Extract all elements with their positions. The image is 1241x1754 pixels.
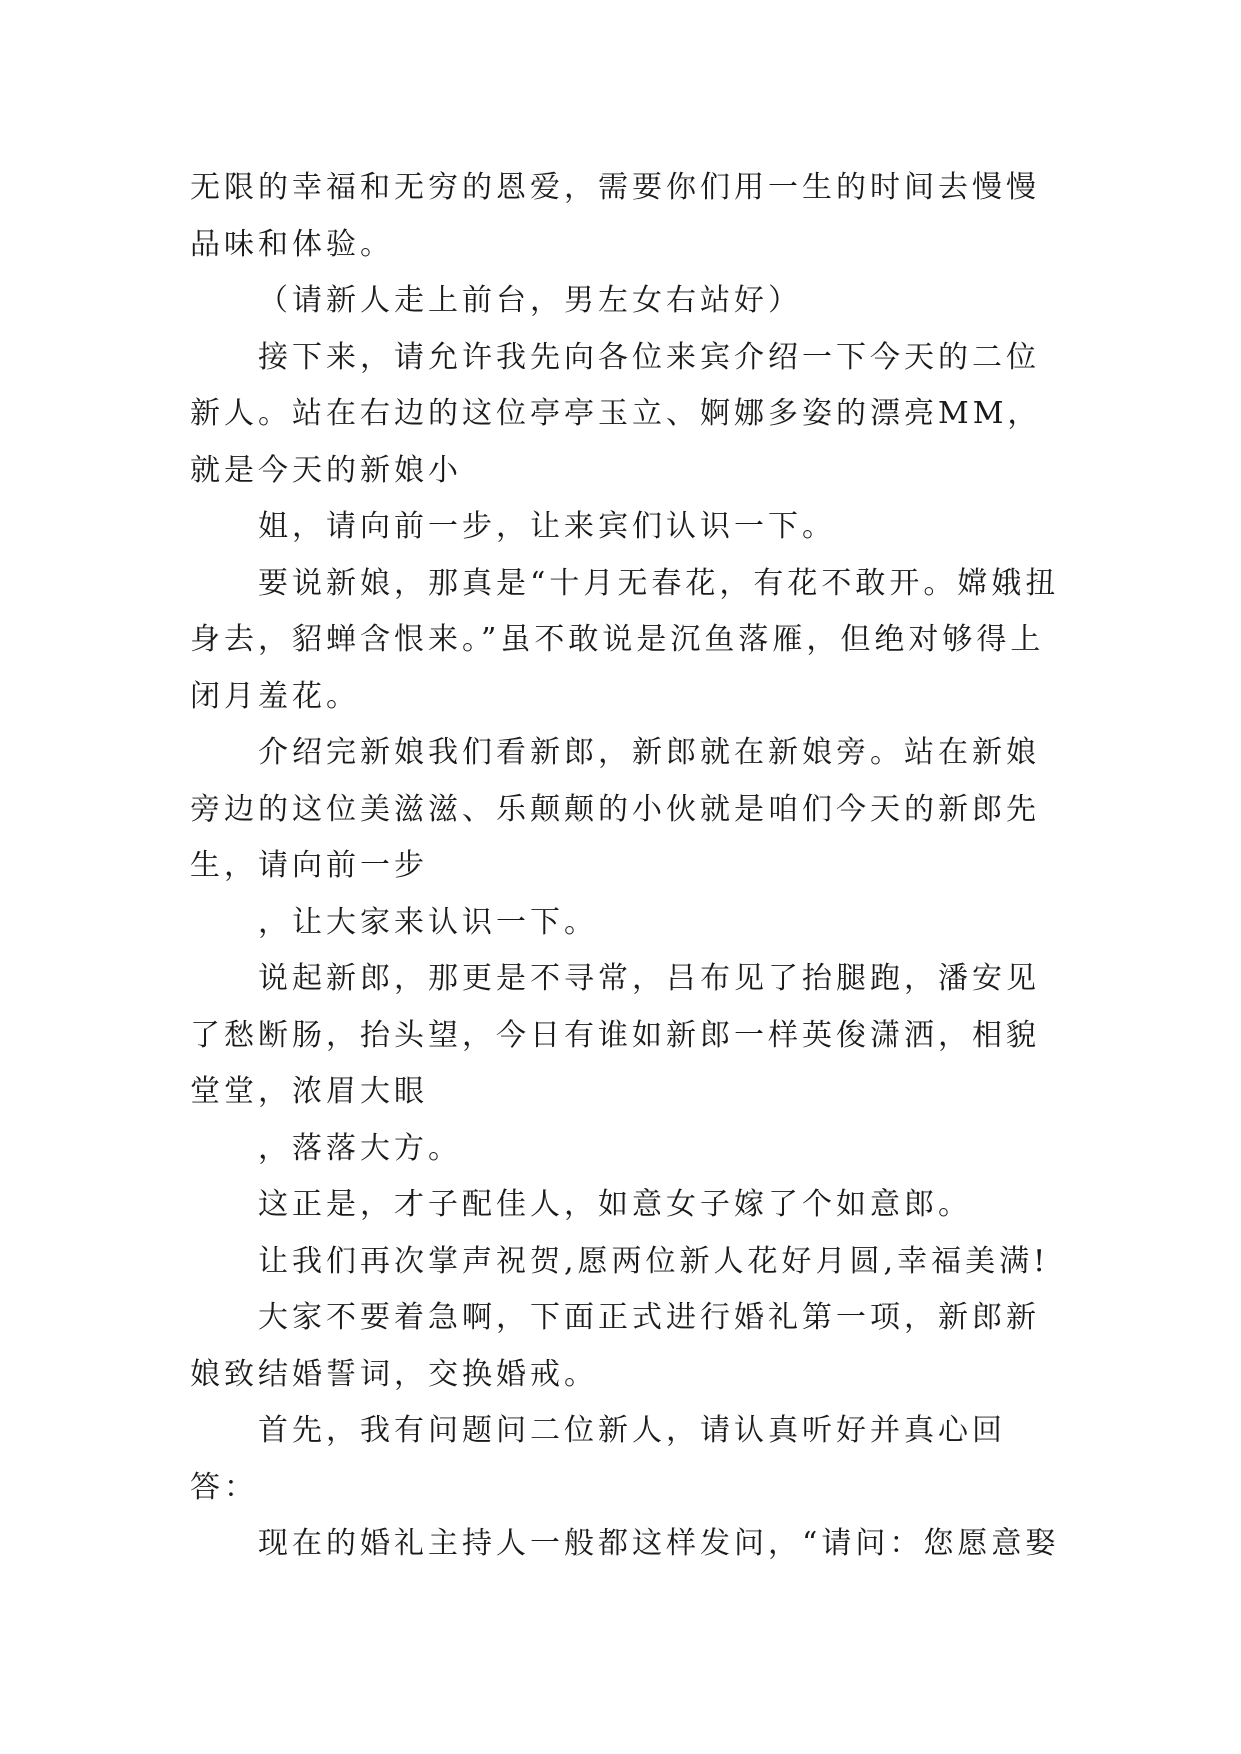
paragraph-8: 说起新郎，那更是不寻常，吕布见了抬腿跑，潘安见了愁断肠，抬头望，今日有谁如新郎一样英俊潇洒，相貌堂堂，浓眉大眼 <box>190 961 1040 1109</box>
paragraph-9: ，落落大方。 <box>258 1130 462 1166</box>
paragraph-12: 大家不要着急啊，下面正式进行婚礼第一项，新郎新娘致结婚誓词，交换婚戒。 <box>190 1300 1040 1392</box>
paragraph-3: 接下来，请允许我先向各位来宾介绍一下今天的二位新人。站在右边的这位亭亭玉立、婀娜多姿的漂亮MM，就是今天的新娘小 <box>190 339 1042 488</box>
body-text <box>190 160 1070 1573</box>
paragraph-14: 现在的婚礼主持人一般都这样发问，“请问：您愿意娶 <box>258 1526 1060 1561</box>
paragraph-6: 介绍完新娘我们看新郎，新郎就在新娘旁。站在新娘旁边的这位美滋滋、乐颠颠的小伙就是咱们今天的新郎先生，请向前一步 <box>190 735 1040 883</box>
paragraph-13: 首先，我有问题问二位新人，请认真听好并真心回答： <box>190 1413 1006 1505</box>
paragraph-11: 让我们再次掌声祝贺,愿两位新人花好月圆,幸福美满! <box>258 1243 1050 1279</box>
paragraph-5: 要说新娘，那真是“十月无春花，有花不敢开。嫦娥扭身去，貂蝉含恨来。”虽不敢说是沉鱼落雁，但绝对够得上闭月羞花。 <box>190 565 1060 714</box>
paragraph-4: 姐，请向前一步，让来宾们认识一下。 <box>258 509 836 544</box>
paragraph-7: ，让大家来认识一下。 <box>258 904 598 940</box>
paragraph-10: 这正是，才子配佳人，如意女子嫁了个如意郎。 <box>258 1187 972 1222</box>
paragraph-2: （请新人走上前台，男左女右站好） <box>258 283 802 318</box>
paragraph-1: 无限的幸福和无穷的恩爱，需要你们用一生的时间去慢慢品味和体验。 <box>190 170 1040 262</box>
